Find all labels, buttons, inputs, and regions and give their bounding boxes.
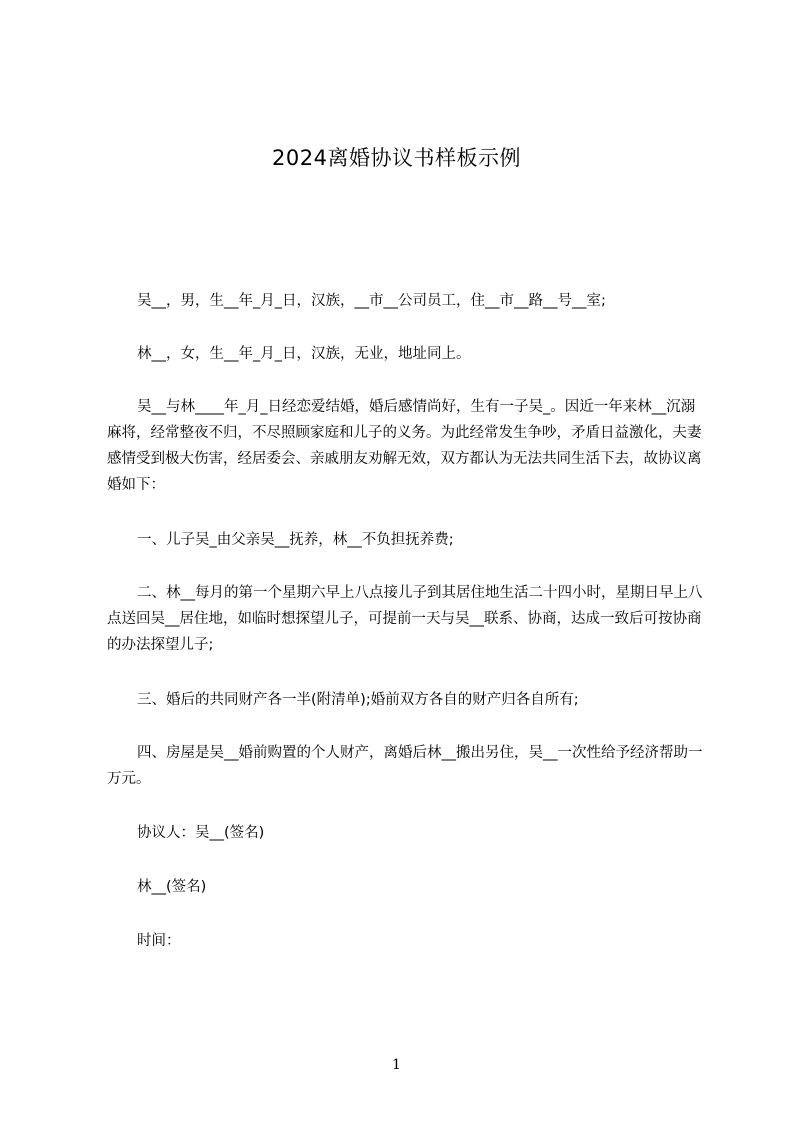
paragraph-clause-3: 三、婚后的共同财产各一半(附清单);婚前双方各自的财产归各自所有; bbox=[137, 692, 579, 708]
document-title: 2024离婚协议书样板示例 bbox=[272, 146, 521, 170]
paragraph-clause-2: 二、林__每月的第一个星期六早上八点接儿子到其居住地生活二十四小时，星期日早上八点送回吴__居住地，如临时想探望儿子，可提前一天与吴__联系、协商，达成一致后可按协商的办法探望儿子; bbox=[107, 585, 703, 653]
paragraph-wife-info: 林__，女，生__年_月_日，汉族，无业，地址同上。 bbox=[137, 346, 471, 362]
signature-husband: 协议人：吴__(签名) bbox=[137, 825, 265, 841]
signature-wife: 林__(签名) bbox=[137, 879, 207, 895]
page-number: 1 bbox=[392, 1057, 401, 1073]
paragraph-background: 吴__与林____年_月_日经恋爱结婚，婚后感情尚好，生有一子吴_。因近一年来林__沉溺麻将，经常整夜不归，不尽照顾家庭和儿子的义务。为此经常发生争吵，矛盾日益激化，夫妻感情受到极大伤害，经居委会、亲戚朋友劝解无效，双方都认为无法共同生活下去，故协议离婚如下： bbox=[107, 399, 702, 493]
paragraph-clause-1: 一、儿子吴_由父亲吴__抚养，林__不负担抚养费; bbox=[137, 532, 454, 548]
signature-date: 时间： bbox=[137, 933, 181, 949]
paragraph-clause-4: 四、房屋是吴__婚前购置的个人财产，离婚后林__搬出另住，吴__一次性给予经济帮助一万元。 bbox=[107, 745, 703, 787]
paragraph-husband-info: 吴__，男，生__年_月_日，汉族，__市__公司员工，住__市__路__号__室; bbox=[137, 293, 606, 309]
